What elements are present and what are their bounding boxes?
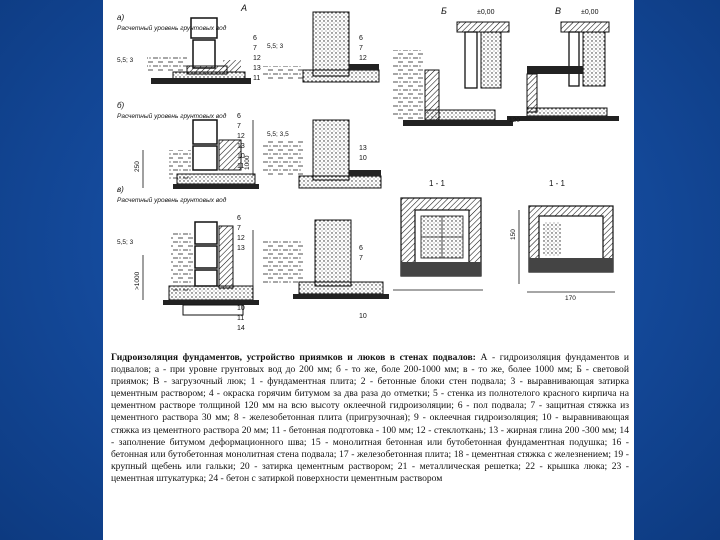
label-level-2: 5,5; 3	[267, 43, 284, 50]
label-sub-v: в)	[117, 185, 124, 194]
label-level-1: 5,5; 3	[117, 57, 134, 64]
svg-text:12: 12	[253, 55, 261, 62]
label-zero-v: ±0,00	[581, 9, 599, 16]
label-dim-250: 250	[134, 161, 141, 172]
label-fig-b: Б	[441, 6, 447, 16]
label-gw-v: Расчетный уровень грунтовых вод	[117, 197, 227, 204]
label-sub-a: а)	[117, 13, 125, 22]
svg-text:7: 7	[237, 225, 241, 232]
label-dim-150: 150	[510, 229, 517, 240]
label-sub-b: б)	[117, 101, 125, 110]
svg-text:11: 11	[237, 315, 245, 322]
figure-b-light-pit	[393, 22, 513, 126]
number-column-v	[237, 215, 245, 332]
svg-text:13: 13	[237, 143, 245, 150]
document-page	[103, 0, 634, 540]
svg-text:7: 7	[359, 255, 363, 262]
figure-a-column-mid	[253, 12, 389, 299]
label-gw-a: Расчетный уровень грунтовых вод	[117, 25, 227, 32]
svg-text:11: 11	[237, 163, 245, 170]
label-level-3: 5,5; 3,5	[267, 131, 289, 138]
svg-text:7: 7	[237, 123, 241, 130]
svg-text:14: 14	[237, 325, 245, 332]
label-fig-v: В	[555, 6, 562, 16]
label-gw-b: Расчетный уровень грунтовых вод	[117, 113, 227, 120]
label-dim-ge1000: >1000	[134, 271, 141, 290]
svg-text:6: 6	[237, 113, 241, 120]
svg-text:7: 7	[359, 45, 363, 52]
svg-text:12: 12	[237, 235, 245, 242]
svg-text:10: 10	[359, 155, 367, 162]
svg-text:12: 12	[359, 55, 367, 62]
svg-text:6: 6	[359, 245, 363, 252]
svg-text:10: 10	[237, 153, 245, 160]
label-section-1: 1 - 1	[429, 179, 446, 188]
label-fig-a: А	[241, 3, 248, 13]
svg-text:6: 6	[237, 215, 241, 222]
label-dim-120: 120	[509, 117, 520, 124]
svg-text:7: 7	[253, 45, 257, 52]
figure-caption	[111, 352, 629, 485]
label-section-2: 1 - 1	[549, 179, 566, 188]
label-level-4: 5,5; 3	[117, 239, 134, 246]
svg-text:13: 13	[253, 65, 261, 72]
label-zero-b: ±0,00	[477, 9, 495, 16]
svg-text:10: 10	[359, 313, 367, 320]
technical-drawing	[103, 0, 634, 352]
caption-title: Гидроизоляция фундаментов, устройство приямков и люков в стенах подвалов:	[111, 352, 476, 363]
caption-body: А - гидроизоляция фундаментов и подвалов; а - при уровне грунтовых вод до 200 мм; б - то же, боле 200-1000 мм; в - то же, более 1000 мм; Б - световой приямок; В - загрузочный люк; 1 - фундаментная плита; 2 - бетонные блоки стен подвала; 3 - выравнивающая затирка цементным раствором; 4 - окраска горячим битумом за два раза до отметки; 5 - стенка из полнотелого красного кирпича на цементном растворе толщиной 120 мм на всю высоту оклеечной гидроизоляции; 6 - пол подвала; 7 - защитная стяжка из цементного раствора 30 мм; 8 - железобетонная плита (пригрузочная); 9 - оклеечная гидроизоляция; 10 - выравнивающая стяжка из цементного раствора 20 мм; 11 - бетонная подготовка - 100 мм; 12 - стеклоткань; 13 - жирная глина 200 -300 мм; 14 - заполнение битумом деформационного шва; 15 - монолитная бетонная или бутобетонная фундаментная подушка; 16 - бетонная или бутобетонная монолитная стена подвала; 17 - железобетонная плита; 18 - цементная стяжка с железнением; 19 - крупный щебень или гальки; 20 - затирка цементным раствором; 21 - металлическая решетка; 22 - крышка люка; 23 - цементная штукатурка; 24 - бетон с затиркой поверхности цементным раствором	[111, 352, 629, 484]
section-1-1-right	[519, 206, 615, 292]
section-1-1-left	[393, 198, 483, 290]
svg-text:6: 6	[359, 35, 363, 42]
number-column-a	[253, 35, 261, 82]
svg-text:13: 13	[237, 245, 245, 252]
svg-text:10: 10	[237, 305, 245, 312]
svg-text:13: 13	[359, 145, 367, 152]
svg-text:6: 6	[253, 35, 257, 42]
label-dim-170: 170	[565, 295, 576, 302]
label-dim-1000: 1000	[244, 155, 251, 170]
svg-text:12: 12	[237, 133, 245, 140]
svg-text:11: 11	[253, 75, 261, 82]
figure-v-loading-hatch	[507, 22, 619, 121]
